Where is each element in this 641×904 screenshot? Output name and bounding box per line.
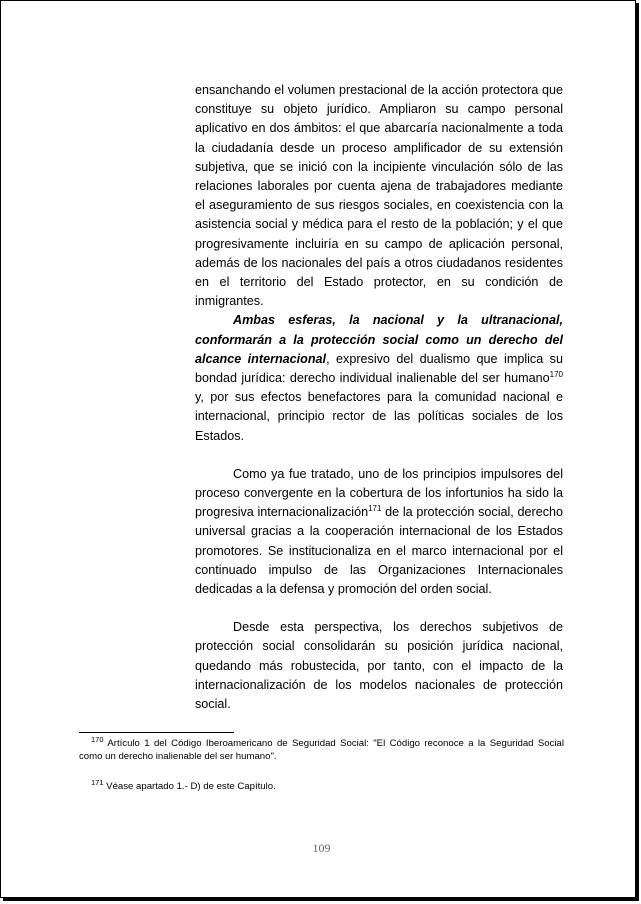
paragraph-2-text-b: y, por sus efectos benefactores para la comunidad nacional e internacional, principio rector de las políticas sociales de los Estados. [195,390,563,443]
page-number: 109 [312,841,331,855]
footnote-number: 171 [91,778,104,787]
paragraph-3 [195,465,563,599]
paragraph-2-text-a: , expresivo del dualismo que implica su bondad jurídica: derecho individual inalienable del ser humano [195,351,563,386]
footnotes [79,735,564,794]
footnote-divider [79,732,234,733]
emphasized-text: Ambas esferas, la nacional y la ultranacional, conformarán a la protección social como un derecho del alcance internacional [195,313,563,366]
footnote-text: Artículo 1 del Código Iberoamericano de Seguridad Social: "El Código reconoce a la Seguridad Social como un derecho inalienable del ser humano". [79,738,564,762]
paragraph-4: Desde esta perspectiva, los derechos subjetivos de protección social consolidarán su posición jurídica nacional, quedando más robustecida, por tanto, con el impacto de la internacionalización de los modelos nacionales de protección social. [195,620,563,712]
footnote-ref-171[interactable]: 171 [368,504,382,514]
body-text [195,81,563,714]
footnote-text: Véase apartado 1.- D) de este Capítulo. [103,781,276,792]
footnote-170 [79,735,564,763]
footnote-171 [79,778,564,794]
paragraph-3-text-a: Como ya fue tratado, uno de los principios impulsores del proceso convergente en la cobertura de los infortunios ha sido la progresiva internacionalización [195,466,563,520]
footnote-number: 170 [91,735,104,744]
paragraph-3-text-b: de la protección social, derecho universal gracias a la cooperación internacional de los Estados promotores. Se institucionaliza en el marco internacional por el continuado impulso de las Organizaciones Internacionales dedicadas a la defensa y promoción del orden social. [195,505,563,597]
footnote-ref-170[interactable]: 170 [549,370,563,380]
paragraph-2 [195,311,563,445]
paragraph-1: ensanchando el volumen prestacional de la acción protectora que constituye su objeto jurídico. Ampliaron su campo personal aplicativo en dos ámbitos: el que abarcaría nacionalmente a toda la ciudadanía desde un proceso amplificador de su extensión subjetiva, que se inició con la incipiente vinculación sólo de las relaciones laborales por cuenta ajena de trabajadores mediante el aseguramiento de sus riesgos sociales, en coexistencia con la asistencia social y médica para el resto de la población; y el que progresivamente incluiría en su campo de aplicación personal, además de los nacionales del país a otros ciudadanos residentes en el territorio del Estado protector, en su condición de inmigrantes. [195,83,563,309]
